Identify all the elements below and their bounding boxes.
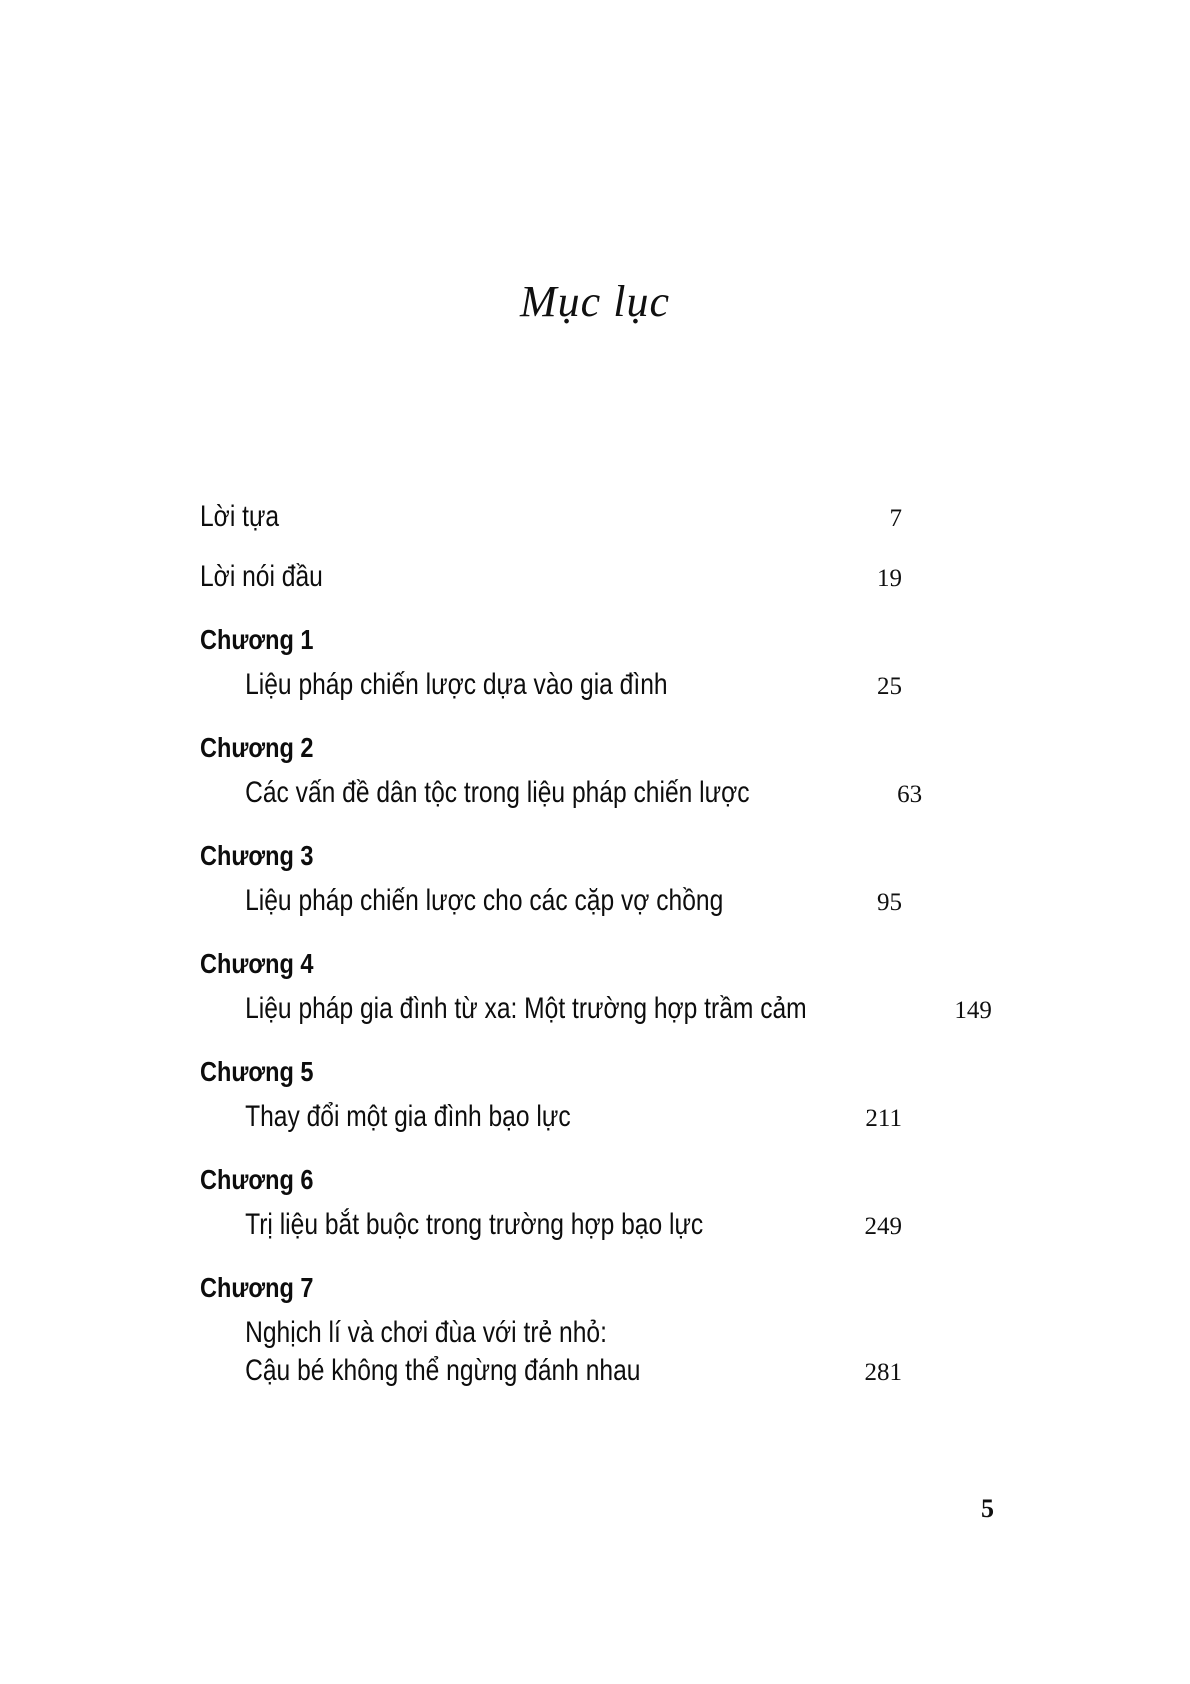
toc-entry[interactable]: [200, 776, 923, 810]
front-matter-section: [200, 500, 902, 594]
page-title: Mục lục: [520, 277, 670, 326]
toc-entry-page-number: 249: [864, 1213, 902, 1240]
toc-entry[interactable]: [200, 1100, 902, 1134]
toc-entry-page-number: 211: [865, 1105, 902, 1132]
toc-chapter-group: [200, 840, 902, 918]
toc-entry-label: Nghịch lí và chơi đùa với trẻ nhỏ:: [245, 1316, 607, 1349]
toc-entry-label: Lời tựa: [200, 500, 280, 533]
toc-chapter-heading: Chương 2: [200, 732, 314, 763]
toc-chapter-heading: Chương 6: [200, 1164, 314, 1195]
toc-entry[interactable]: [200, 668, 902, 702]
toc-entry-label: Liệu pháp gia đình từ xa: Một trường hợp trầm cảm: [245, 992, 807, 1025]
toc-entry-label: Thay đổi một gia đình bạo lực: [245, 1100, 571, 1133]
toc-chapter-group: [200, 732, 923, 810]
toc-chapter-heading: Chương 3: [200, 840, 314, 871]
toc-entry-page-number: 149: [954, 997, 992, 1024]
toc-chapter-heading: Chương 1: [200, 624, 314, 655]
toc-entry[interactable]: [200, 1208, 902, 1242]
toc-entry-label: Trị liệu bắt buộc trong trường hợp bạo lực: [245, 1208, 704, 1241]
folio-page-number: 5: [981, 1494, 994, 1523]
toc-chapter-heading: Chương 7: [200, 1272, 314, 1303]
toc-entry-label: Lời nói đầu: [200, 560, 323, 593]
chapters-section: [200, 624, 992, 1388]
toc-list: [200, 500, 992, 1392]
toc-chapter-group: [200, 624, 902, 702]
toc-entry-page-number: 281: [864, 1359, 902, 1386]
toc-chapter-group: [200, 1056, 902, 1134]
toc-entry-page-number: 63: [897, 781, 923, 808]
toc-entry[interactable]: [200, 992, 992, 1026]
toc-entry-page-number: 25: [877, 673, 902, 700]
toc-chapter-heading: Chương 5: [200, 1056, 314, 1087]
toc-entry[interactable]: [200, 1354, 902, 1388]
toc-entry[interactable]: [200, 560, 902, 594]
toc-entry-label: Cậu bé không thể ngừng đánh nhau: [245, 1354, 641, 1387]
toc-chapter-heading: Chương 4: [200, 948, 314, 979]
toc-chapter-group: [200, 1272, 902, 1388]
toc-entry[interactable]: [200, 884, 902, 918]
toc-entry-page-number: 19: [877, 565, 902, 592]
toc-entry-label: Liệu pháp chiến lược cho các cặp vợ chồng: [245, 884, 724, 917]
toc-entry-page-number: 7: [889, 505, 902, 532]
toc-chapter-group: [200, 1164, 902, 1242]
toc-chapter-group: [200, 948, 992, 1026]
toc-entry[interactable]: [200, 500, 902, 534]
toc-entry[interactable]: [200, 1316, 902, 1350]
toc-entry-page-number: 95: [877, 889, 902, 916]
toc-entry-label: Liệu pháp chiến lược dựa vào gia đình: [245, 668, 668, 701]
toc-entry-label: Các vấn đề dân tộc trong liệu pháp chiến lược: [245, 776, 750, 809]
